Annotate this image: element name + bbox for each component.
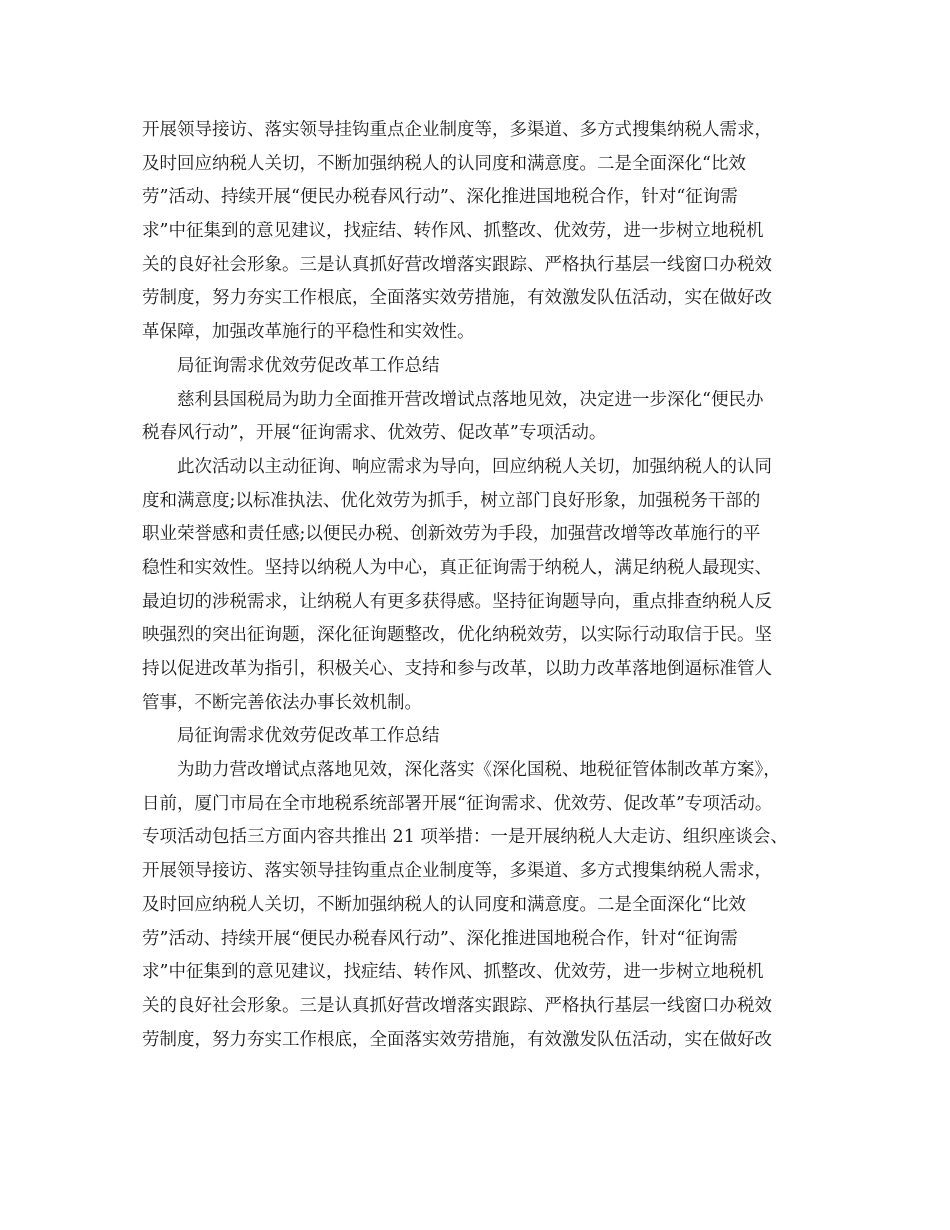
text-line: 局征询需求优效劳促改革工作总结 [177,355,440,376]
text-line: 劳制度，努力夯实工作根底，全面落实效劳措施，有效激发队伍活动，实在做好改 [142,288,772,309]
text-line: 局征询需求优效劳促改革工作总结 [177,726,440,747]
text-line: 劳制度，努力夯实工作根底，全面落实效劳措施，有效激发队伍活动，实在做好改 [142,1029,772,1050]
text-line: 此次活动以主动征询、响应需求为导向，回应纳税人关切，加强纳税人的认同 [177,456,772,477]
text-line: 革保障，加强改革施行的平稳性和实效性。 [142,322,475,343]
text-line: 日前，厦门市局在全市地税系统部署开展“征询需求、优效劳、促改革”专项活动。 [142,793,773,814]
text-line: 为助力营改增试点落地见效，深化落实《深化国税、地税征管体制改革方案》， [177,760,781,781]
document-body [142,114,822,1057]
text-line: 开展领导接访、落实领导挂钩重点企业制度等，多渠道、多方式搜集纳税人需求， [142,120,772,140]
text-line: 劳”活动、持续开展“便民办税春风行动”、深化推进国地税合作，针对“征询需 [142,187,738,208]
text-line: 关的良好社会形象。三是认真抓好营改增落实跟踪、严格执行基层一线窗口办税效 [142,254,772,275]
text-line: 持以促进改革为指引，积极关心、支持和参与改革，以助力改革落地倒逼标准管人 [142,659,772,679]
text-line: 求”中征集到的意见建议，找症结、转作风、抓整改、优效劳，进一步树立地税机 [142,221,764,242]
text-line: 管事，不断完善依法办事长效机制。 [142,692,422,713]
text-line: 慈利县国税局为助力全面推开营改增试点落地见效，决定进一步深化“便民办 [177,389,764,410]
text-line: 劳”活动、持续开展“便民办税春风行动”、深化推进国地税合作，针对“征询需 [142,928,738,949]
text-line: 专项活动包括三方面内容共推出 21 项举措：一是开展纳税人大走访、组织座谈会、 [142,827,788,848]
text-line: 映强烈的突出征询题，深化征询题整改，优化纳税效劳，以实际行动取信于民。坚 [142,625,772,646]
text-line: 及时回应纳税人关切，不断加强纳税人的认同度和满意度。二是全面深化“比效 [142,153,746,174]
text-line: 职业荣誉感和责任感;以便民办税、创新效劳为手段，加强营改增等改革施行的平 [142,524,761,545]
text-line: 稳性和实效性。坚持以纳税人为中心，真正征询需于纳税人，满足纳税人最现实、 [142,557,772,578]
text-line: 及时回应纳税人关切，不断加强纳税人的认同度和满意度。二是全面深化“比效 [142,894,746,915]
text-line: 关的良好社会形象。三是认真抓好营改增落实跟踪、严格执行基层一线窗口办税效 [142,995,772,1016]
text-line: 度和满意度;以标准执法、优化效劳为抓手，树立部门良好形象，加强税务干部的 [142,490,761,511]
text-line: 最迫切的涉税需求，让纳税人有更多获得感。坚持征询题导向，重点排查纳税人反 [142,591,772,612]
text-line: 求”中征集到的意见建议，找症结、转作风、抓整改、优效劳，进一步树立地税机 [142,962,764,983]
text-line: 开展领导接访、落实领导挂钩重点企业制度等，多渠道、多方式搜集纳税人需求， [142,861,772,882]
text-line: 税春风行动”，开展“征询需求、优效劳、促改革”专项活动。 [142,423,607,444]
